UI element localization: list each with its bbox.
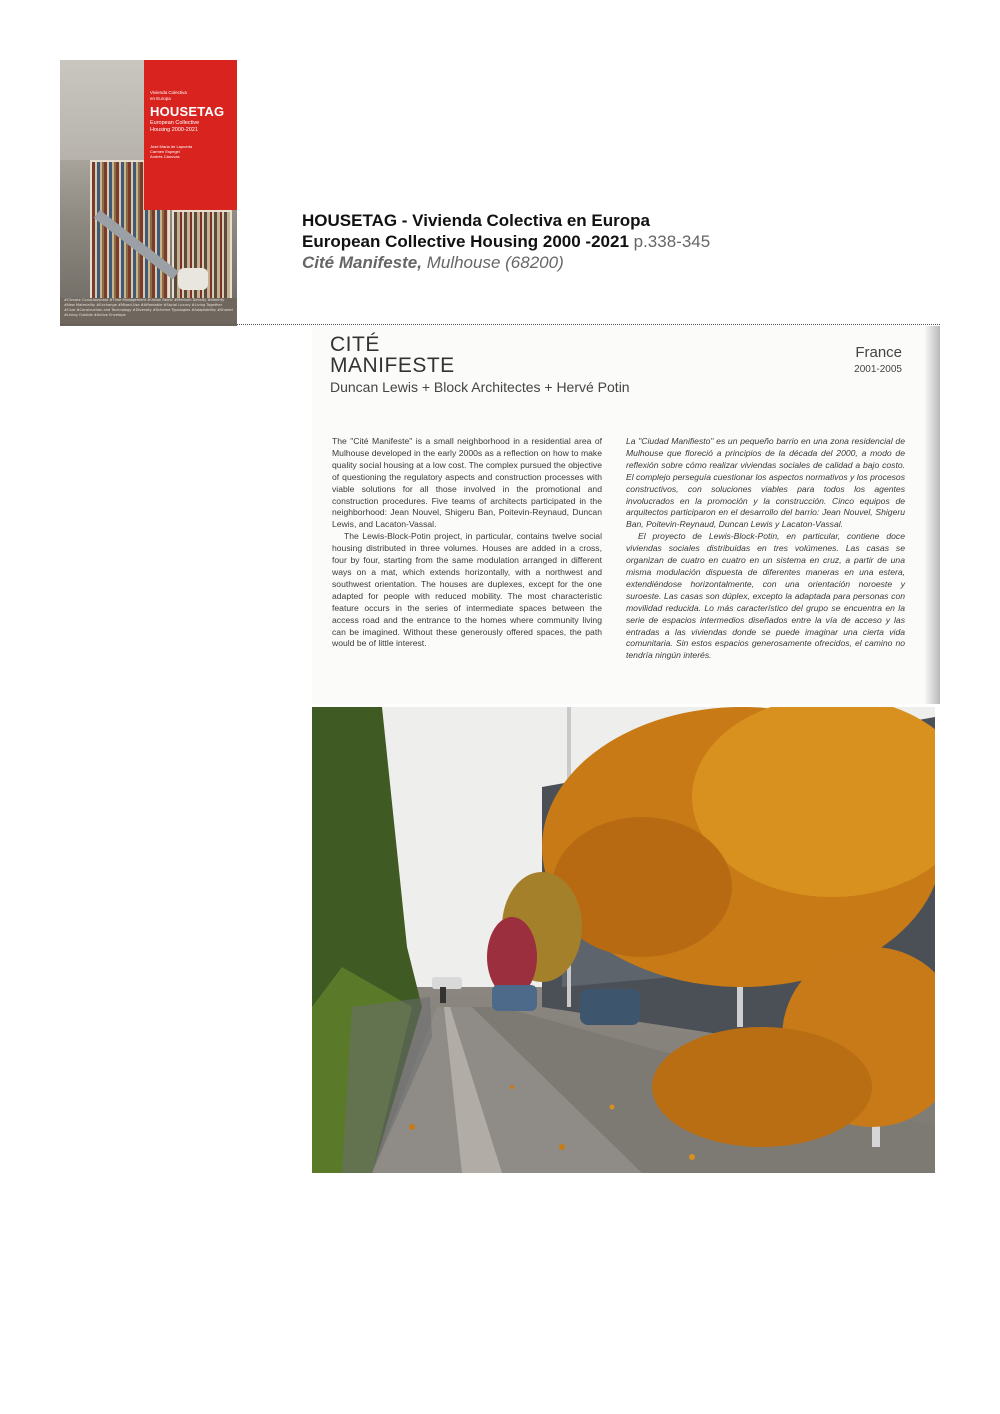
book-title: HOUSETAG - Vivienda Colectiva en Europa (302, 211, 650, 230)
cover-armchair (178, 268, 208, 290)
project-reference (302, 252, 710, 273)
spanish-text-column (626, 436, 905, 662)
scan-authors: Duncan Lewis + Block Architectes + Hervé Potin (330, 379, 630, 395)
page-range: p.338-345 (628, 232, 711, 251)
cover-title-panel (144, 60, 237, 210)
english-paragraph-1: The "Cité Manifeste" is a small neighborhood in a residential area of Mulhouse developed in the early 2000s as a reflection on how to make quality social housing at a low cost. The complex pursued the objective of questioning the regulatory aspects and construction processes with viable solutions for all those involved in the promotional and construction procedures. Five teams of architects participated in the neighborhood: Jean Nouvel, Shigeru Ban, Poitevin-Reynaud, Duncan Lewis, and Lacaton-Vassal. (332, 436, 602, 530)
book-cover-image (60, 60, 237, 326)
spanish-paragraph-2: El proyecto de Lewis-Block-Potin, en particular, contiene doce viviendas sociales distribuidas en tres volúmenes. Las casas se organizan de cuatro en cuatro en un sistema en cruz, a partir de una misma modulación dispuesta de diferentes maneras en una estera, extendiéndose horizontalmente, con una orientación noroeste y suroeste. Las casas son dúplex, excepto la adaptada para personas con movilidad reducida. Lo más característico del grupo se encuentra en la serie de espacios intermedios diseñados entre la vía de acceso y las entradas a las viviendas donde se puede imaginar una cierta vida comunitaria. Sin estos espacios generosamente ofrecidos, el camino no tendría ningún interés. (626, 531, 905, 661)
cover-authors: José María de Lapuerta Carmen Espegel Andrés Cánovas (150, 144, 193, 159)
page-gutter-shadow (924, 326, 940, 704)
street-autumn-photo (312, 707, 935, 1173)
scan-country: France (855, 344, 902, 361)
book-subtitle (302, 231, 710, 252)
scanned-page (312, 326, 940, 704)
scan-title-line1: CITÉ (330, 333, 380, 356)
cover-subtitle: Vivienda Colectiva en Europa (150, 90, 187, 101)
spanish-paragraph-1: La "Ciudad Manifiesto" es un pequeño barrio en una zona residencial de Mulhouse que floreció a principios de la década del 2000, a modo de reflexión sobre cómo realizar viviendas sociales de calidad a bajo costo. El complejo perseguía cuestionar los aspectos normativos y los procesos constructivos, con soluciones viables para todos los agentes involucrados en la promoción y la construcción. Cinco equipos de arquitectos participaron en el desarrollo del barrio: Jean Nouvel, Shigeru Ban, Poitevin-Reynaud, Duncan Lewis y Lacaton-Vassal. (626, 436, 905, 530)
project-location: Mulhouse (68200) (421, 253, 564, 272)
cover-title: HOUSETAG (150, 104, 225, 119)
scan-title-line2: MANIFESTE (330, 354, 455, 377)
scan-years: 2001-2005 (854, 364, 902, 375)
cover-english-title: European Collective Housing 2000-2021 (150, 120, 200, 133)
photo-illustration (312, 707, 935, 1173)
cover-tags: #Climate Consciousness #Time Management #Urban Fabric #Medium Density #Identity #New Materiality #Exchange #Mixed-Use #Affordable #Social Luxury #Living Together #Care #Construction and Technology #Diversity #Scheme Typologies #Adaptability #Shared #Living Outside #Active Envelope (64, 298, 233, 317)
reference-heading (302, 210, 710, 273)
project-name: Cité Manifeste, (302, 253, 422, 272)
english-paragraph-2: The Lewis-Block-Potin project, in particular, contains twelve social housing distributed in three volumes. Houses are added in a cross, four by four, starting from the same modulation arranged in different ways on a mat, which extends horizontally, with a northwest and southwest orientation. The houses are duplexes, except for the one adapted for people with reduced mobility. The most characteristic feature occurs in the series of intermediate spaces between the access road and the entrance to the homes where community living can be imagined. Without these generously offered spaces, the path would be of little interest. (332, 531, 602, 649)
english-text-column (332, 436, 602, 650)
divider (60, 324, 940, 325)
book-subtitle-title: European Collective Housing 2000 -2021 (302, 232, 629, 251)
